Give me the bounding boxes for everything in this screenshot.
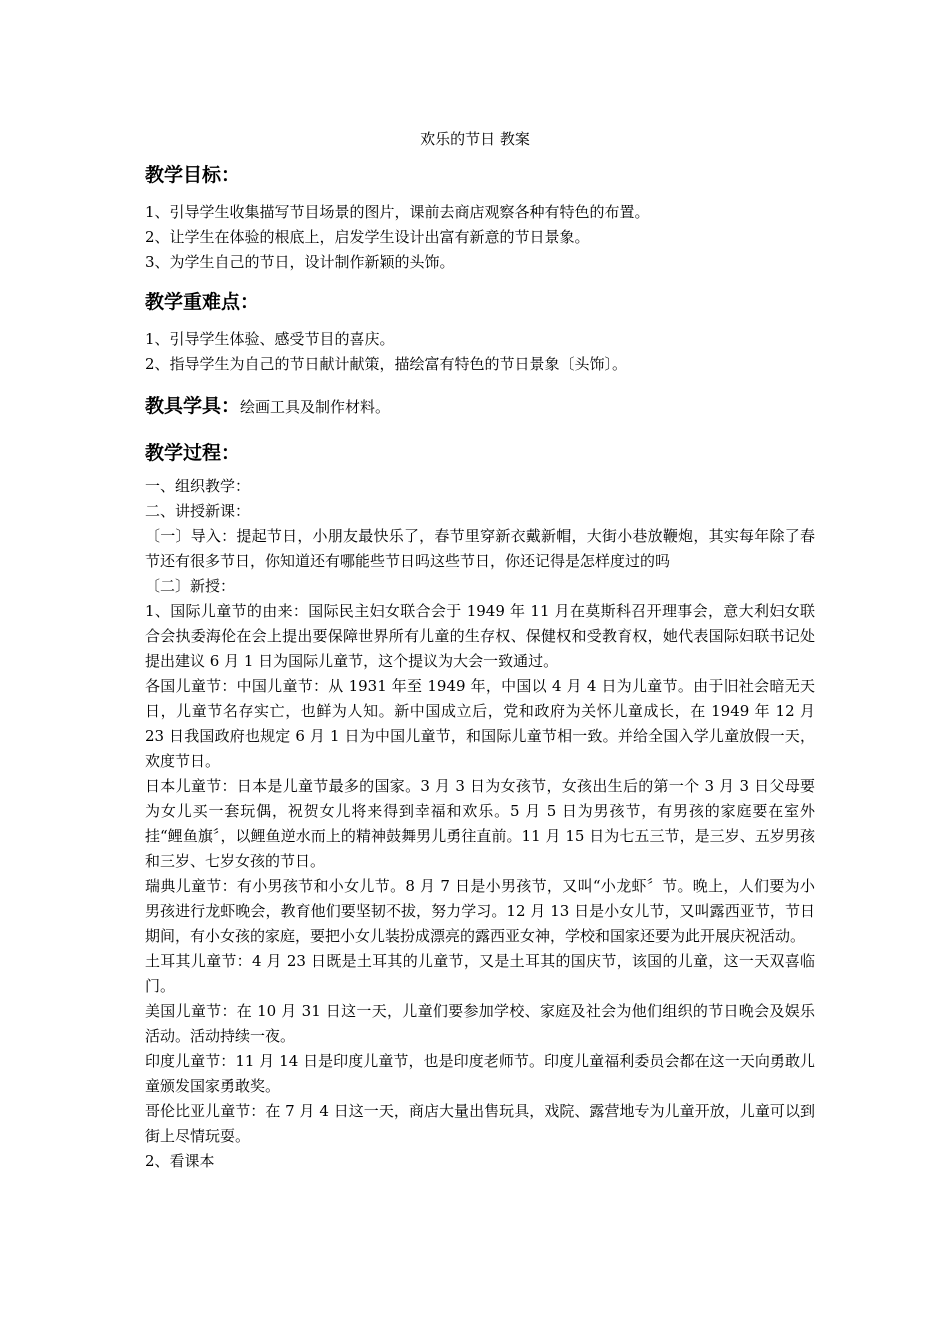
process-paragraph: 1、国际儿童节的由来：国际民主妇女联合会于 1949 年 11 月在莫斯科召开理事会，意大利妇女联合会执委海伦在会上提出要保障世界所有儿童的生存权、保健权和受教育权，她代表国际妇联书记处提出建议 6 月 1 日为国际儿童节，这个提议为大会一致通过。 bbox=[145, 602, 815, 670]
tools-text: 绘画工具及制作材料。 bbox=[240, 398, 391, 416]
tools-heading: 教具学具： bbox=[145, 395, 241, 417]
process-paragraph: 二、讲授新课： bbox=[145, 502, 251, 520]
process-paragraph: 〔二〕新授： bbox=[145, 577, 236, 595]
process-paragraph: 〔一〕导入：提起节日，小朋友最快乐了，春节里穿新衣戴新帽，大街小巷放鞭炮，其实每年除了春节还有很多节日，你知道还有哪能些节日吗这些节日，你还记得是怎样度过的吗 bbox=[145, 527, 815, 570]
objective-item: 1、引导学生收集描写节目场景的图片，课前去商店观察各种有特色的布置。 bbox=[145, 203, 650, 221]
key-point-item: 1、引导学生体验、感受节目的喜庆。 bbox=[145, 330, 395, 348]
process-paragraph: 哥伦比亚儿童节：在 7 月 4 日这一天，商店大量出售玩具，戏院、露营地专为儿童开放，儿童可以到街上尽情玩耍。 bbox=[145, 1102, 815, 1145]
objectives-list bbox=[145, 200, 815, 275]
process-paragraph: 印度儿童节：11 月 14 日是印度儿童节，也是印度老师节。印度儿童福利委员会都在这一天向勇敢儿童颁发国家勇敢奖。 bbox=[145, 1052, 815, 1095]
process-paragraph: 美国儿童节：在 10 月 31 日这一天，儿童们要参加学校、家庭及社会为他们组织的节日晚会及娱乐活动。活动持续一夜。 bbox=[145, 1002, 815, 1045]
key-points-heading: 教学重难点： bbox=[145, 291, 260, 313]
process-paragraph: 日本儿童节：日本是儿童节最多的国家。3 月 3 日为女孩节，女孩出生后的第一个 3 月 3 日父母要为女儿买一套玩偶，祝贺女儿将来得到幸福和欢乐。5 月 5 日为男孩节，有男孩的家庭要在室外挂“鲤鱼旗〞，以鲤鱼逆水而上的精神鼓舞男儿勇往直前。11 月 15 日为七五三节，是三岁、五岁男孩和三岁、七岁女孩的节日。 bbox=[145, 777, 815, 870]
process-paragraph: 土耳其儿童节：4 月 23 日既是土耳其的儿童节，又是土耳其的国庆节，该国的儿童，这一天双喜临门。 bbox=[145, 952, 815, 995]
process-paragraph: 瑞典儿童节：有小男孩节和小女儿节。8 月 7 日是小男孩节，又叫“小龙虾〞节。晚上，人们要为小男孩进行龙虾晚会，教育他们要坚韧不拔，努力学习。12 月 13 日是小女儿节，又叫露西亚节，节日期间，有小女孩的家庭，要把小女儿装扮成漂亮的露西亚女神，学校和国家还要为此开展庆祝活动。 bbox=[145, 877, 815, 945]
document-body bbox=[145, 160, 815, 1174]
objective-item: 3、为学生自己的节日，设计制作新颖的头饰。 bbox=[145, 253, 455, 271]
tools-section bbox=[145, 391, 815, 422]
objective-item: 2、让学生在体验的根底上，启发学生设计出富有新意的节日景象。 bbox=[145, 228, 590, 246]
process-paragraph: 2、看课本 bbox=[145, 1152, 215, 1170]
process-body bbox=[145, 474, 815, 1174]
key-points-list bbox=[145, 327, 815, 377]
key-point-item: 2、指导学生为自己的节日献计献策，描绘富有特色的节日景象〔头饰〕。 bbox=[145, 355, 628, 373]
process-paragraph: 一、组织教学： bbox=[145, 477, 251, 495]
process-heading: 教学过程： bbox=[145, 442, 241, 464]
document-title: 欢乐的节日 教案 bbox=[420, 130, 530, 148]
objectives-heading: 教学目标： bbox=[145, 164, 241, 186]
process-paragraph: 各国儿童节：中国儿童节：从 1931 年至 1949 年，中国以 4 月 4 日为儿童节。由于旧社会暗无天日，儿童节名存实亡，也鲜为人知。新中国成立后，党和政府为关怀儿童成长，在 1949 年 12 月 23 日我国政府也规定 6 月 1 日为中国儿童节，和国际儿童节相一致。并给全国入学儿童放假一天，欢度节日。 bbox=[145, 677, 815, 770]
